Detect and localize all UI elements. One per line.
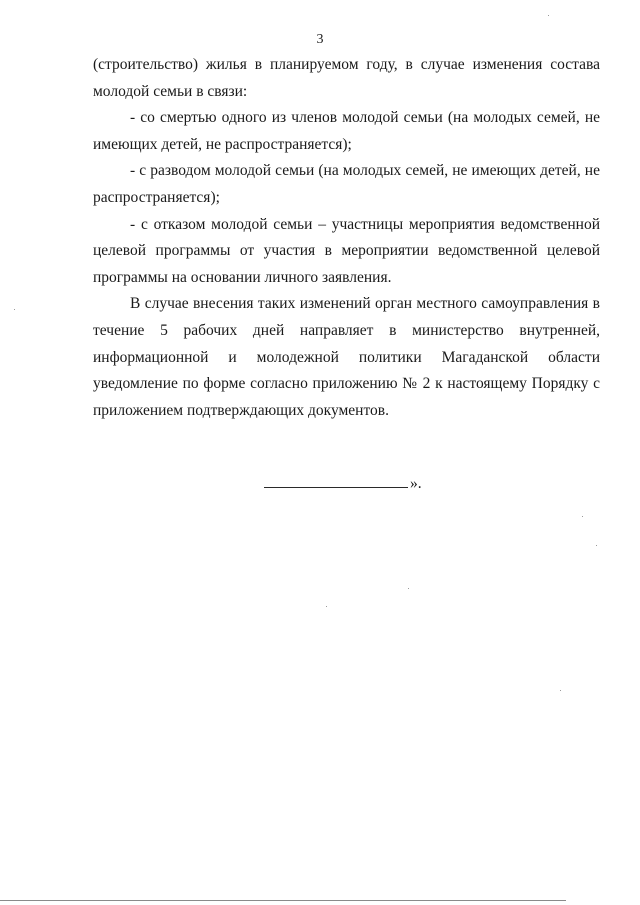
scan-speck xyxy=(14,309,15,310)
closing-line xyxy=(264,474,422,494)
closing-rule xyxy=(264,476,408,488)
scan-speck xyxy=(408,588,409,589)
page-number: 3 xyxy=(316,32,324,47)
scan-speck xyxy=(560,690,561,691)
paragraph-housing-condition: (строительство) жилья в планируемом году, в случае изменения состава молодой семьи в связи: xyxy=(93,56,600,100)
scan-speck xyxy=(548,15,549,16)
scan-speck xyxy=(582,516,583,517)
paragraph-divorce-case: - с разводом молодой семьи (на молодых семей, не имеющих детей, не распространяется); xyxy=(93,162,600,206)
paragraph-notification-procedure: В случае внесения таких изменений орган местного самоуправления в течение 5 рабочих дней направляет в министерство внутренней, информационной и молодежной политики Магаданской области уведомление по форме согласно приложению № 2 к настоящему Порядку с приложением подтверждающих документов. xyxy=(93,295,600,419)
paragraph-death-case: - со смертью одного из членов молодой семьи (на молодых семей, не имеющих детей, не распространяется); xyxy=(93,109,600,153)
scan-speck xyxy=(596,545,597,546)
document-body xyxy=(93,52,600,424)
paragraph-refusal-case: - с отказом молодой семьи – участницы мероприятия ведомственной целевой программы от участия в мероприятии ведомственной целевой программы на основании личного заявления. xyxy=(93,215,600,286)
scan-speck xyxy=(326,606,327,607)
closing-quote-mark: ». xyxy=(410,475,422,492)
scan-bottom-edge xyxy=(0,900,566,901)
